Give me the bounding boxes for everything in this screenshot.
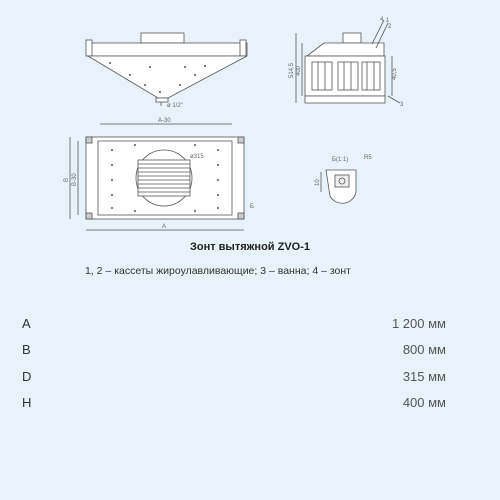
section-detail xyxy=(321,170,356,203)
drawing-legend: 1, 2 – кассеты жироулавливающие; 3 – ванна; 4 – зонт xyxy=(85,265,351,277)
spec-value: 1 200 мм xyxy=(391,315,446,331)
plan-dim-b30: B-30 xyxy=(72,173,78,186)
side-dim-40: 40,5 xyxy=(392,68,398,80)
spec-label: H xyxy=(22,395,32,411)
outlet-label: ø 1/2" xyxy=(167,103,183,109)
spec-label: B xyxy=(22,342,31,358)
drawing-caption: Зонт вытяжной ZVO-1 xyxy=(189,241,311,253)
spec-row-a xyxy=(22,310,446,337)
technical-drawing xyxy=(0,0,500,235)
plan-dim-b: B xyxy=(64,177,70,182)
spec-label: A xyxy=(22,315,31,331)
spec-value: 800 мм xyxy=(402,342,446,358)
spec-row-h xyxy=(22,390,446,417)
spec-row-d xyxy=(22,363,446,390)
plan-dim-side: Б xyxy=(250,204,254,210)
plan-view xyxy=(70,124,244,230)
spec-value: 315 мм xyxy=(402,368,446,384)
section-title: Б(1:1) xyxy=(332,157,349,163)
section-dim: 10 xyxy=(315,179,321,186)
plan-diameter: ø315 xyxy=(190,154,204,160)
callout-1: 1 xyxy=(386,18,390,24)
spec-table xyxy=(22,310,446,416)
side-view xyxy=(296,20,400,103)
callout-3: 3 xyxy=(400,102,404,108)
side-dim-514: 514,5 xyxy=(289,62,295,78)
section-r5: R5 xyxy=(364,155,372,161)
spec-label: D xyxy=(22,368,32,384)
callout-2: 2 xyxy=(388,24,392,30)
front-view xyxy=(86,33,247,106)
plan-dim-top: A-30 xyxy=(158,118,171,124)
callout-4: 4 xyxy=(380,17,384,23)
spec-value: 400 мм xyxy=(402,395,446,411)
spec-row-b xyxy=(22,337,446,364)
side-dim-400: 400 xyxy=(296,65,302,76)
plan-dim-bottom: A xyxy=(162,224,167,230)
